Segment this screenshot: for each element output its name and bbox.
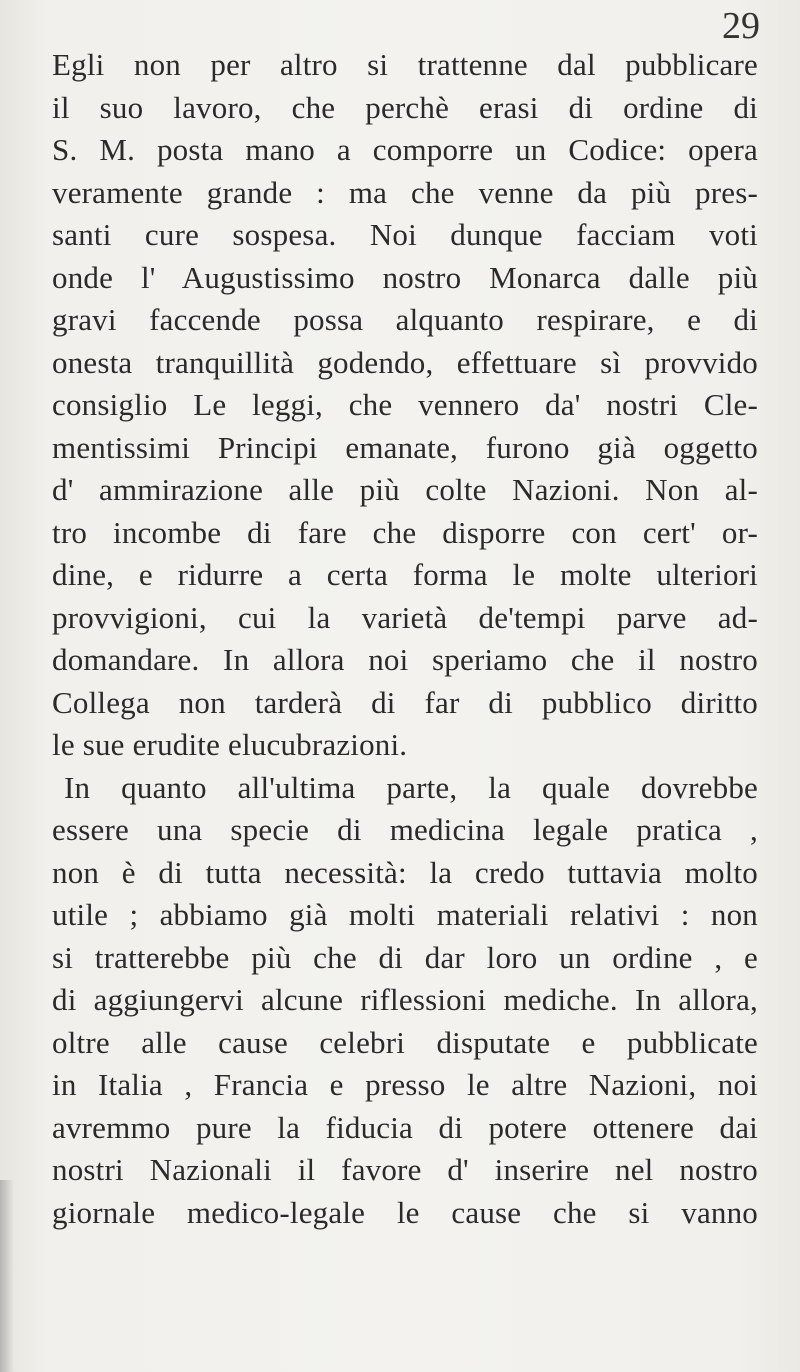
text-line: provvigioni, cui la varietà de'tempi parve ad- — [52, 599, 758, 635]
text-line: S. M. posta mano a comporre un Codice: opera — [52, 132, 758, 167]
text-line: onde l' Augustissimo nostro Monarca dalle più — [52, 259, 758, 295]
text-line: tro incombe di fare che disporre con cert' or- — [52, 514, 758, 550]
text-line: di aggiungervi alcune riflessioni mediche. In allora, — [52, 982, 758, 1017]
text-line: nostri Nazionali il favore d' inserire nel nostro — [52, 1152, 758, 1187]
text-line: In quanto all'ultima parte, la quale dovrebbe — [64, 769, 758, 805]
text-line: mentissimi Principi emanate, furono già oggetto — [52, 429, 758, 465]
text-line: le sue erudite elucubrazioni. — [52, 727, 408, 762]
text-line: utile ; abbiamo già molti materiali relativi : non — [52, 897, 758, 932]
text-line: d' ammirazione alle più colte Nazioni. Non al- — [52, 472, 758, 507]
text-line: dine, e ridurre a certa forma le molte ulteriori — [52, 557, 758, 592]
text-line: il suo lavoro, che perchè erasi di ordine di — [52, 89, 758, 125]
body-text — [52, 44, 758, 1234]
text-line: avremmo pure la fiducia di potere ottenere dai — [52, 1109, 758, 1145]
text-line: onesta tranquillità godendo, effettuare sì provvido — [52, 344, 758, 380]
text-line: santi cure sospesa. Noi dunque facciam voti — [52, 217, 758, 252]
page-number: 29 — [722, 5, 760, 47]
text-line: non è di tutta necessità: la credo tuttavia molto — [52, 854, 758, 890]
text-line: Collega non tarderà di far di pubblico diritto — [52, 684, 758, 720]
text-line: domandare. In allora noi speriamo che il nostro — [52, 642, 758, 677]
text-line: giornale medico-legale le cause che si vanno — [52, 1194, 758, 1230]
text-line: Egli non per altro si trattenne dal pubblicare — [52, 47, 758, 82]
text-line: oltre alle cause celebri disputate e pubblicate — [52, 1024, 758, 1060]
text-line: in Italia , Francia e presso le altre Nazioni, noi — [52, 1067, 758, 1102]
text-line: essere una specie di medicina legale pratica , — [52, 812, 758, 847]
text-line: consiglio Le leggi, che vennero da' nostri Cle- — [52, 387, 758, 422]
text-line: si tratterebbe più che di dar loro un ordine , e — [52, 939, 758, 975]
text-line: veramente grande : ma che venne da più pres- — [52, 174, 758, 210]
spine-shadow — [0, 1180, 14, 1372]
text-line: gravi faccende possa alquanto respirare, e di — [52, 302, 758, 337]
